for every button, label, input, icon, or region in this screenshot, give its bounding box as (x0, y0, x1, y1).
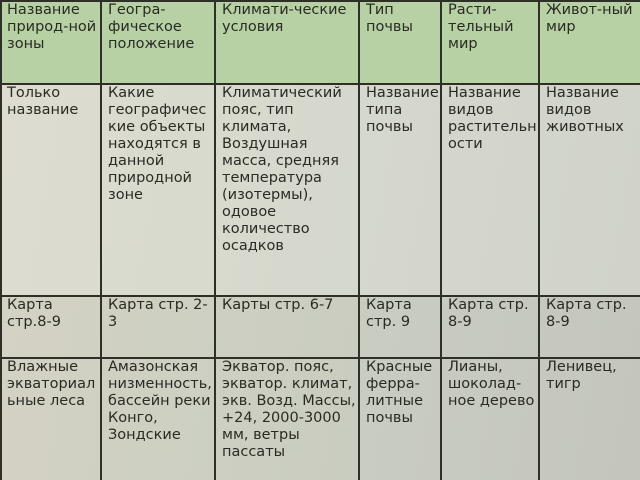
example-cell-flora: Лианы, шоколад-ное дерево (441, 358, 539, 480)
example-cell-zone-name: Влажные экваториальные леса (1, 358, 101, 480)
map-cell-zone-name: Карта стр.8-9 (1, 296, 101, 358)
desc-cell-soil: Название типа почвы (359, 84, 441, 296)
table-header-row (1, 1, 640, 84)
example-cell-geo-position: Амазонская низменность, бассейн реки Конго, Зондские (101, 358, 215, 480)
desc-cell-fauna: Название видов животных (539, 84, 640, 296)
table-row-example (1, 358, 640, 480)
desc-cell-flora: Название видов растительности (441, 84, 539, 296)
desc-cell-climate: Климатический пояс, тип климата, Воздушная масса, средняя температура (изотермы), одовое количество осадков (215, 84, 359, 296)
desc-cell-geo-position: Какие географические объекты находятся в данной природной зоне (101, 84, 215, 296)
map-cell-climate: Карты стр. 6-7 (215, 296, 359, 358)
header-cell-flora: Расти-тельный мир (441, 1, 539, 84)
map-cell-geo-position: Карта стр. 2-3 (101, 296, 215, 358)
example-cell-climate: Экватор. пояс, экватор. климат, экв. Возд. Массы, +24, 2000-3000 мм, ветры пассаты (215, 358, 359, 480)
map-cell-soil: Карта стр. 9 (359, 296, 441, 358)
map-cell-flora: Карта стр. 8-9 (441, 296, 539, 358)
header-cell-soil: Тип почвы (359, 1, 441, 84)
header-cell-geo-position: Геогра-фическое положение (101, 1, 215, 84)
map-cell-fauna: Карта стр. 8-9 (539, 296, 640, 358)
header-cell-fauna: Живот-ный мир (539, 1, 640, 84)
example-cell-fauna: Ленивец, тигр (539, 358, 640, 480)
desc-cell-zone-name: Только название (1, 84, 101, 296)
table-row-descriptions (1, 84, 640, 296)
header-cell-climate: Климати-ческие условия (215, 1, 359, 84)
header-cell-zone-name: Название природ-ной зоны (1, 1, 101, 84)
table-row-maps (1, 296, 640, 358)
example-cell-soil: Красные ферра-литные почвы (359, 358, 441, 480)
